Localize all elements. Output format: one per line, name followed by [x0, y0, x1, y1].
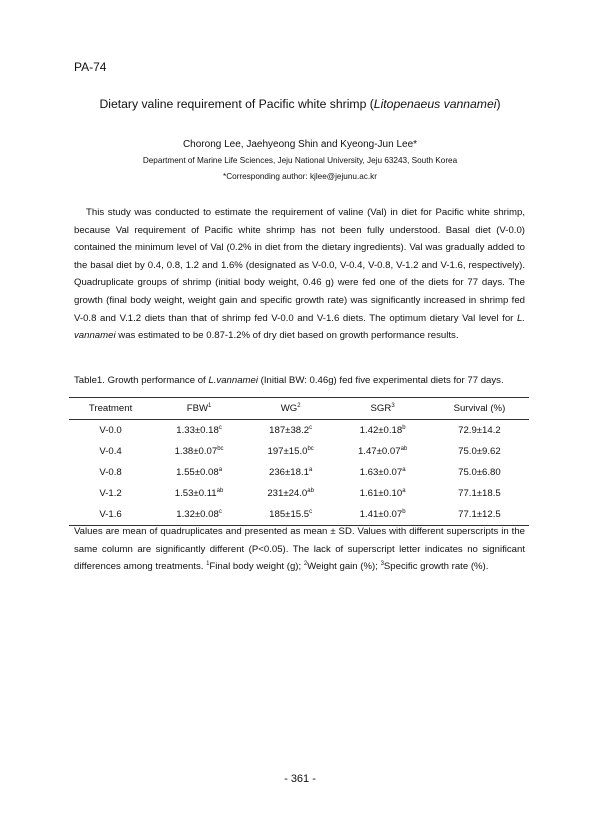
header-fbw: FBW$^1$: [152, 398, 246, 420]
cell-wg: 185±15.5$^c$: [246, 504, 335, 526]
cell-treatment: V-0.8: [99, 467, 122, 478]
caption-prefix: Table1. Growth performance of: [74, 375, 209, 386]
table-header-row: [69, 398, 529, 420]
table-footnotes: Values are mean of quadruplicates and presented as mean ± SD. Values with different superscripts in the same column are significantly different (P<0.05). The lack of superscript letter indicates no significant differences among treatments. $^1$Final body weight (g); $^2$Weight gain (%); $^3$Specific growth rate (%).: [74, 526, 525, 573]
cell-wg: 236±18.1$^a$: [269, 466, 313, 478]
affiliation: Department of Marine Life Sciences, Jeju National University, Jeju 63243, South Korea: [142, 156, 458, 165]
caption-suffix: (Initial BW: 0.46g) fed five experimental diets for 77 days.: [258, 375, 504, 386]
header-wg: $WG^2$: [246, 398, 335, 420]
header-survival: Survival (%): [430, 398, 529, 420]
authors: Chorong Lee, Jaehyeong Shin and Kyeong-Jun Lee*: [182, 139, 418, 150]
title-close: ): [496, 97, 501, 111]
growth-performance-table: [69, 397, 529, 526]
cell-survival: 75.0±6.80: [458, 467, 501, 478]
cell-sgr: 1.41±0.07$^b$: [335, 504, 430, 526]
caption-species: L.vannamei: [208, 375, 258, 386]
corresponding-author: *Corresponding author: kjlee@jejunu.ac.kr: [223, 172, 377, 181]
abstract: [74, 204, 525, 345]
page-number: - 361 -: [284, 773, 316, 785]
cell-survival: 72.9±14.2: [458, 425, 501, 436]
cell-sgr: 1.61±0.10$^a$: [359, 487, 406, 499]
table-caption: [74, 375, 504, 386]
paper-title: [0, 97, 600, 111]
cell-wg: 187±38.2$^c$: [269, 424, 313, 436]
cell-wg: 231±24.0$^{ab}$: [267, 487, 314, 499]
table-row: [69, 441, 529, 462]
title-species: Litopenaeus vannamei: [373, 97, 497, 111]
cell-survival: 77.1±12.5: [430, 504, 529, 526]
abstract-part-2: was estimated to be 0.87-1.2% of dry diet based on growth performance results.: [115, 330, 459, 342]
page-label: PA-74: [74, 60, 107, 74]
cell-sgr: 1.47±0.07$^{ab}$: [357, 445, 408, 457]
cell-wg: 197±15.0$^{bc}$: [267, 445, 314, 457]
abstract-species: L. vannamei: [74, 312, 525, 342]
cell-sgr: 1.42±0.18$^b$: [359, 424, 406, 436]
table-row: [69, 420, 529, 442]
cell-treatment: V-1.2: [99, 488, 122, 499]
header-sgr: SGR$^3$: [335, 398, 430, 420]
cell-sgr: 1.63±0.07$^a$: [359, 466, 406, 478]
title-text: Dietary valine requirement of Pacific white shrimp (: [99, 97, 374, 111]
cell-fbw: 1.38±0.07$^{bc}$: [174, 445, 224, 457]
abstract-part-1: This study was conducted to estimate the requirement of valine (Val) in diet for Pacific white shrimp, because Val requirement of Pacific white shrimp has not been fully understood. Basal diet (V-0.0) contained the minimum level of Val (0.2% in diet from the dietary ingredients). Val was gradually added to the basal diet by 0.4, 0.8, 1.2 and 1.6% (designated as V-0.0, V-0.4, V-0.8, V-1.2 and V-1.6, respectively). Quadruplicate groups of shrimp (initial body weight, 0.46 g) were fed one of the diets for 77 days. The growth (final body weight, weight gain and specific growth rate) was significantly increased in shrimp fed V-0.8 and V.1.2 diets than that of shrimp fed V-0.0 and V-1.6 diets. The optimum dietary Val level for: [74, 207, 525, 324]
table-row: [69, 483, 529, 504]
cell-treatment: V-0.0: [99, 425, 122, 436]
cell-treatment: V-1.6: [69, 504, 152, 526]
header-treatment: Treatment: [69, 398, 152, 420]
cell-fbw: 1.55±0.08$^a$: [176, 466, 223, 478]
cell-fbw: 1.32±0.08$^c$: [152, 504, 246, 526]
cell-fbw: 1.33±0.18$^c$: [176, 424, 222, 436]
table-row: [69, 462, 529, 483]
cell-survival: 75.0±9.62: [458, 446, 501, 457]
cell-survival: 77.1±18.5: [458, 488, 501, 499]
cell-fbw: 1.53±0.11$^{ab}$: [174, 487, 224, 499]
cell-treatment: V-0.4: [99, 446, 122, 457]
